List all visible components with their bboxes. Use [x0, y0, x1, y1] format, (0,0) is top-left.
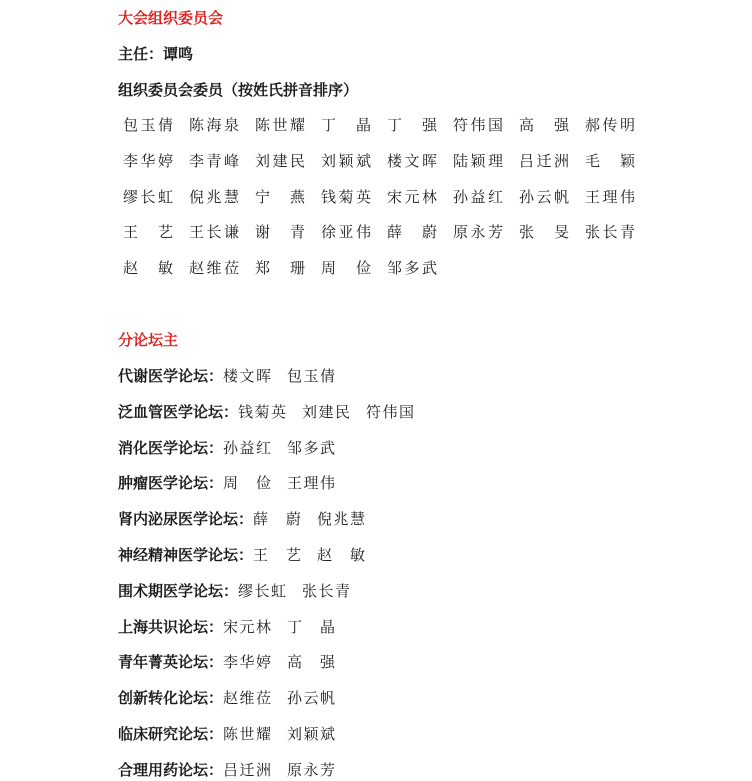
organizing-committee-heading: 大会组织委员会 — [118, 9, 224, 27]
forum-chair-name: 丁 晶 — [287, 617, 336, 636]
member-name: 王长谦 — [189, 223, 239, 242]
member-name: 李华婷 — [123, 151, 173, 170]
member-name: 倪兆慧 — [189, 187, 239, 206]
forum-row — [118, 473, 351, 493]
forum-chair-name: 吕迁洲 — [223, 760, 272, 779]
forum-row — [118, 652, 351, 672]
member-name: 刘颖斌 — [321, 151, 371, 170]
forum-label: 泛血管医学论坛： — [118, 402, 239, 421]
member-name: 张 旻 — [519, 223, 569, 242]
member-name: 张长青 — [585, 223, 635, 242]
forum-chair-name: 邹多武 — [287, 438, 336, 457]
member-name: 薛 蔚 — [387, 223, 437, 242]
member-name: 赵维莅 — [189, 259, 239, 278]
forum-chair-name: 赵维莅 — [223, 689, 272, 708]
forum-chair-name: 钱菊英 — [238, 402, 287, 421]
member-name: 毛 颖 — [585, 151, 635, 170]
member-name: 赵 敏 — [123, 259, 173, 278]
members-heading: 组织委员会委员（按姓氏拼音排序） — [118, 81, 359, 99]
forum-label: 代谢医学论坛： — [118, 367, 224, 385]
forum-label: 创新转化论坛： — [118, 689, 224, 708]
member-name: 丁 晶 — [321, 116, 371, 134]
forum-chair-name: 孙益红 — [223, 438, 272, 457]
member-name: 原永芳 — [453, 223, 503, 242]
member-name: 孙云帆 — [519, 187, 569, 206]
member-name: 郝传明 — [585, 116, 635, 134]
member-name: 李青峰 — [189, 151, 239, 170]
forum-chair-name: 缪长虹 — [238, 581, 287, 600]
forum-label: 围术期医学论坛： — [118, 581, 239, 600]
forum-chair-name: 原永芳 — [287, 760, 336, 779]
forum-chair-name: 楼文晖 — [223, 367, 272, 385]
forum-chair-name: 张长青 — [302, 581, 351, 600]
member-name: 包玉倩 — [123, 116, 173, 134]
forum-chair-name: 高 强 — [287, 653, 336, 672]
forum-chair-name: 陈世耀 — [223, 725, 272, 743]
member-name: 徐亚伟 — [321, 223, 371, 242]
forum-chair-name: 赵 敏 — [317, 546, 366, 564]
forum-label: 肾内泌尿医学论坛： — [118, 510, 254, 529]
member-name: 陈海泉 — [189, 116, 239, 134]
forum-chair-name: 孙云帆 — [287, 689, 336, 708]
chair-line — [118, 44, 193, 64]
member-name: 邹多武 — [387, 259, 437, 278]
forum-label: 上海共识论坛： — [118, 617, 224, 636]
member-name: 陈世耀 — [255, 116, 305, 134]
forum-row — [118, 438, 351, 458]
member-name: 宋元林 — [387, 187, 437, 206]
member-name: 宁 燕 — [255, 187, 305, 206]
member-name: 吕迁洲 — [519, 151, 569, 170]
forum-row — [118, 760, 351, 780]
forum-chair-name: 倪兆慧 — [317, 510, 366, 529]
member-name: 王理伟 — [585, 187, 635, 206]
sub-forums-heading: 分论坛主 — [118, 331, 179, 349]
forum-chair-name: 刘建民 — [302, 402, 351, 421]
member-name: 刘建民 — [255, 151, 305, 170]
chair-name: 谭鸣 — [163, 45, 194, 63]
member-name: 谢 青 — [255, 223, 305, 242]
forum-chair-name: 刘颖斌 — [287, 725, 336, 743]
forum-chair-name: 王 艺 — [253, 546, 302, 564]
forum-chair-name: 薛 蔚 — [253, 510, 302, 529]
forum-chair-name: 王理伟 — [287, 474, 336, 493]
chair-label: 主任： — [118, 45, 164, 63]
forum-row — [118, 402, 430, 422]
member-name: 陆颖理 — [453, 151, 503, 170]
forum-row — [118, 581, 366, 601]
forum-row — [118, 688, 351, 708]
forum-label: 合理用药论坛： — [118, 760, 224, 779]
member-name: 郑 珊 — [255, 259, 305, 278]
member-name: 孙益红 — [453, 187, 503, 206]
forum-chair-name: 周 俭 — [223, 474, 272, 493]
forum-chair-name: 李华婷 — [223, 653, 272, 672]
member-name: 缪长虹 — [123, 187, 173, 206]
forum-label: 肿瘤医学论坛： — [118, 474, 224, 493]
forum-chair-name: 符伟国 — [366, 402, 415, 421]
forum-label: 神经精神医学论坛： — [118, 546, 254, 564]
member-name: 钱菊英 — [321, 187, 371, 206]
forum-chair-name: 包玉倩 — [287, 367, 336, 385]
forum-label: 青年菁英论坛： — [118, 653, 224, 672]
forum-row — [118, 509, 381, 529]
forum-label: 临床研究论坛： — [118, 725, 224, 743]
forum-row — [118, 617, 351, 637]
forum-row — [118, 545, 381, 565]
forum-row — [118, 724, 351, 744]
forum-chair-name: 宋元林 — [223, 617, 272, 636]
member-name: 周 俭 — [321, 259, 371, 278]
member-name: 符伟国 — [453, 116, 503, 134]
member-name: 丁 强 — [387, 116, 437, 134]
forum-label: 消化医学论坛： — [118, 438, 224, 457]
forum-row — [118, 366, 351, 386]
member-name: 王 艺 — [123, 223, 173, 242]
member-name: 高 强 — [519, 116, 569, 134]
member-name: 楼文晖 — [387, 151, 437, 170]
